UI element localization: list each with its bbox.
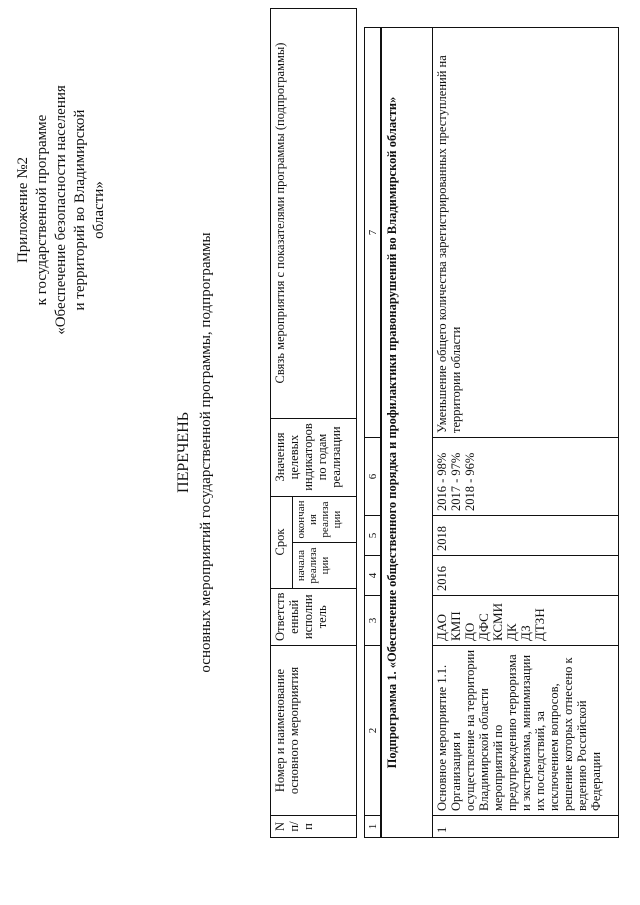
header-responsible: Ответств енный исполни тель	[271, 588, 357, 645]
activity-responsible: ДАО КМП ДО ДФС КСМИ ДК ДЗ ДТЗН	[433, 596, 619, 646]
appendix-line-1: Приложение №2	[15, 156, 31, 264]
document-title: ПЕРЕЧЕНЬ	[175, 412, 192, 493]
column-number-5: 5	[365, 516, 382, 556]
header-link: Связь мероприятия с показателями программы (подпрограммы)	[271, 8, 357, 418]
appendix-note	[14, 35, 109, 385]
column-number-7: 7	[365, 28, 382, 438]
header-num: N п/п	[271, 816, 357, 838]
appendix-line-2: к государственной программе	[34, 114, 50, 306]
activity-name: Основное мероприятие 1.1. Организация и осуществление на территории Владимирской области мероприятий по предупреждению терроризма и экстремизма, минимизации их последствий, за исключением вопросов, решение которых отнесено к ведению Российской Федерации	[433, 646, 619, 816]
column-number-2: 2	[365, 646, 382, 816]
column-number-3: 3	[365, 596, 382, 646]
subprogram-heading: Подпрограмма 1. «Обеспечение общественного порядка и профилактики правонарушений во Владимирской области»	[381, 28, 433, 838]
column-number-1: 1	[365, 816, 382, 838]
column-number-6: 6	[365, 438, 382, 516]
header-table	[270, 8, 357, 838]
activity-indicators: 2016 - 98% 2017 - 97% 2018 - 96%	[433, 438, 619, 516]
appendix-line-3: «Обеспечение безопасности населения	[53, 85, 69, 335]
appendix-line-5: области»	[91, 181, 107, 239]
header-end: окончан ия реализа ции	[293, 496, 357, 543]
activities-table	[380, 27, 619, 838]
header-indicators: Значения целевых индикаторов по годам реализации	[271, 418, 357, 496]
column-number-4: 4	[365, 556, 382, 596]
header-start: начала реализа ции	[293, 543, 357, 588]
activity-program-link: Уменьшение общего количества зарегистрированных преступлений на территории области	[433, 28, 619, 438]
activity-end-year: 2018	[433, 516, 619, 556]
document-subtitle: основных мероприятий государственной программы, подпрограммы	[198, 232, 214, 673]
appendix-line-4: и территорий во Владимирской	[72, 109, 88, 311]
activity-start-year: 2016	[433, 556, 619, 596]
activity-number: 1	[433, 816, 619, 838]
header-name: Номер и наименование основного мероприятия	[271, 646, 357, 816]
header-term: Срок	[271, 496, 293, 588]
